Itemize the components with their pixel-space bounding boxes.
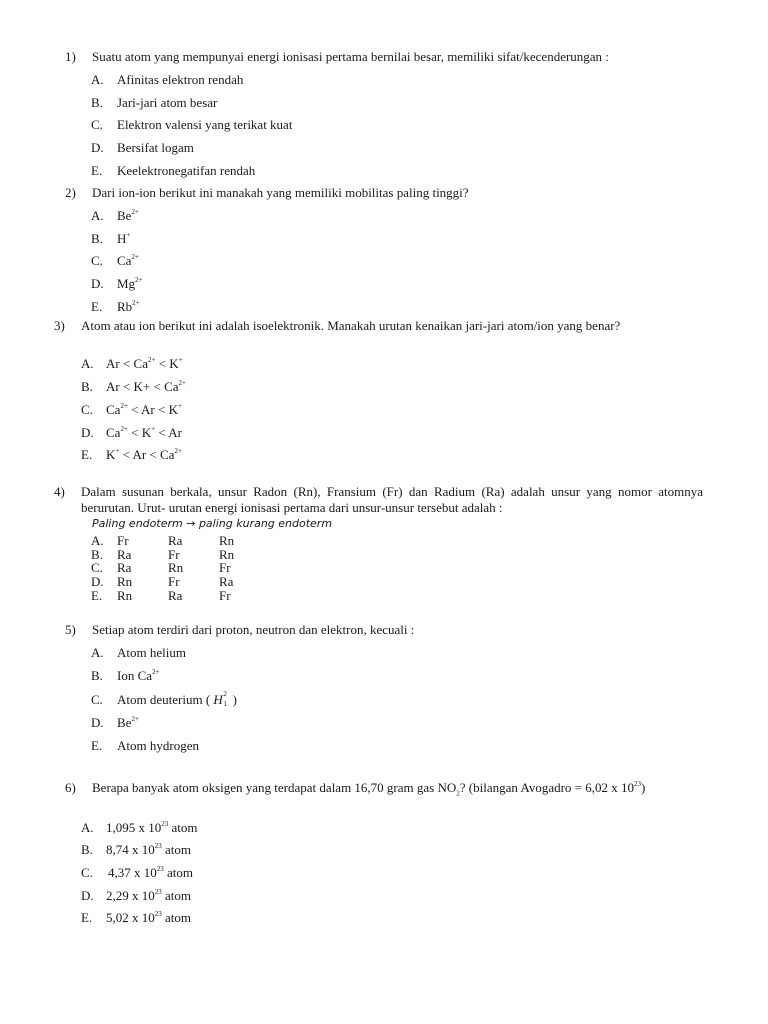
q1-text: Suatu atom yang mempunyai energi ionisasi pertama bernilai besar, memiliki sifat/kecenderungan : (92, 49, 609, 64)
q3-number: 3) (54, 318, 65, 333)
q3-option-d: D. $Ca^{2+} < K^+ < Ar$ (81, 424, 182, 440)
q1-option-c: C. Elektron valensi yang terikat kuat (91, 117, 293, 132)
q4-number: 4) (54, 484, 65, 499)
q2-option-b: B. H+ (91, 230, 131, 246)
q5-option-d: D. $Be^{2+}$ (91, 714, 139, 730)
q1-option-d: D. Bersifat logam (91, 140, 194, 155)
q1-option-a: A. Afinitas elektron rendah (91, 72, 244, 87)
arrow-right-icon: → (186, 517, 196, 530)
q2-number: 2) (65, 185, 76, 200)
q6-number: 6) (65, 780, 76, 795)
q6-option-a: A. 1,095 x $10^{23}$ atom (81, 819, 198, 835)
q6-option-b: B. 8,74 x $10^{23}$ atom (81, 841, 191, 857)
q5-option-a: A. Atom helium (91, 645, 186, 660)
q4-table-header: Paling endoterm → paling kurang endoterm (92, 517, 333, 530)
q3-text: Atom atau ion berikut ini adalah isoelektronik. Manakah urutan kenaikan jari-jari atom/ion yang benar? (81, 318, 621, 333)
q3-option-b: B. $Ar < K+ < Ca^{2+}$ (81, 378, 186, 394)
q2-option-e: E. $Rb^{2+}$ (91, 298, 140, 314)
q2-option-d: D. $Mg^{2+}$ (91, 275, 143, 291)
q3-option-c: C. $Ca^{2+} < Ar < K^+$ (81, 401, 182, 417)
q1-option-e: E. Keelektronegatifan rendah (91, 163, 256, 178)
q6-text: Berapa banyak atom oksigen yang terdapat dalam 16,70 gram gas $NO_2$? (bilangan Avogadro = 6,02 x $10^{23}$) (92, 779, 646, 798)
document-page: 1) Suatu atom yang mempunyai energi ionisasi pertama bernilai besar, memiliki sifat/kecenderungan : A. Afinitas elektron rendah B. Jari-jari atom besar C. Elektron valensi yang terikat kuat D. Bersifat logam E. Keelektronegatifan rendah 2) Dari ion-ion berikut ini manakah yang memiliki mobilitas paling tinggi? A. $Be^{2+}$ B. H+ C. $Ca^{2+}$ D. $Mg^{2+}$ E. $Rb^{2+}$ 3) Atom atau ion berikut ini adalah isoelektronik. Manakah urutan kenaikan jari-jari atom/ion yang benar? A. $Ar < Ca^{2+} < K^+$ B. $Ar < K+ < Ca^{2+}$ C. $Ca^{2+} < Ar < K^+$ D. $Ca^{2+} < K^+ < Ar$ E. $K^+ < Ar < Ca^{2+}$ 4) Dalam susunan berkala, unsur Radon (Rn), Fransium (Fr) dan Radium (Ra) adalah unsur yang nomor atomnya berurutan. Urut- urutan energi ionisasi pertama dari unsur-unsur tersebut adalah : Paling endoterm → paling kurang endoterm A. Fr Ra Rn B. Ra Fr Rn C. Ra Rn Fr D. Rn Fr Ra E. Rn Ra Fr 5) Setiap atom terdiri dari proton, neutron dan elektron, kecuali : A. Atom helium B. Ion $Ca^{2+}$ C. Atom deuterium ( H 2 1 ) D. $Be^{2+}$ E. Atom hydrogen 6) Berapa banyak atom oksigen yang terdapat dalam 16,70 gram gas $NO_2$? (bilangan Avogadro = 6,02 x $10^{23}$) A. 1,095 x $10^{23}$ atom B. 8,74 x $10^{23}$ atom C. 4,37 x $10^{23}$ atom D. 2,29 x $10^{23}$ atom E. 5,02 x $10^{23}$ atom (0, 0, 768, 1024)
q6-option-c: C. 4,37 x $10^{23}$ atom (81, 864, 193, 880)
q5-option-e: E. Atom hydrogen (91, 738, 199, 753)
q3-option-e: E. $K^+ < Ar < Ca^{2+}$ (81, 446, 182, 462)
q5-text: Setiap atom terdiri dari proton, neutron dan elektron, kecuali : (92, 622, 415, 637)
deuterium-isotope-symbol: H 2 1 (213, 690, 227, 708)
q3-option-a: A. $Ar < Ca^{2+} < K^+$ (81, 355, 183, 371)
q1-number: 1) (65, 49, 76, 64)
q1-option-b: B. Jari-jari atom besar (91, 95, 218, 110)
q5-option-c: C. Atom deuterium ( H 2 1 ) (91, 690, 237, 708)
q2-option-c: C. $Ca^{2+}$ (91, 252, 139, 268)
q6-option-e: E. 5,02 x $10^{23}$ atom (81, 909, 191, 925)
q4-text: Dalam susunan berkala, unsur Radon (Rn), Fransium (Fr) dan Radium (Ra) adalah unsur yang nomor atomnya berurutan. Urut- urutan energi ionisasi pertama dari unsur-unsur tersebut adalah : (81, 484, 703, 515)
q6-option-d: D. 2,29 x $10^{23}$ atom (81, 887, 191, 903)
q2-text: Dari ion-ion berikut ini manakah yang memiliki mobilitas paling tinggi? (92, 185, 469, 200)
q5-option-b: B. Ion $Ca^{2+}$ (91, 667, 160, 683)
q5-number: 5) (65, 622, 76, 637)
q2-option-a: A. $Be^{2+}$ (91, 207, 139, 223)
